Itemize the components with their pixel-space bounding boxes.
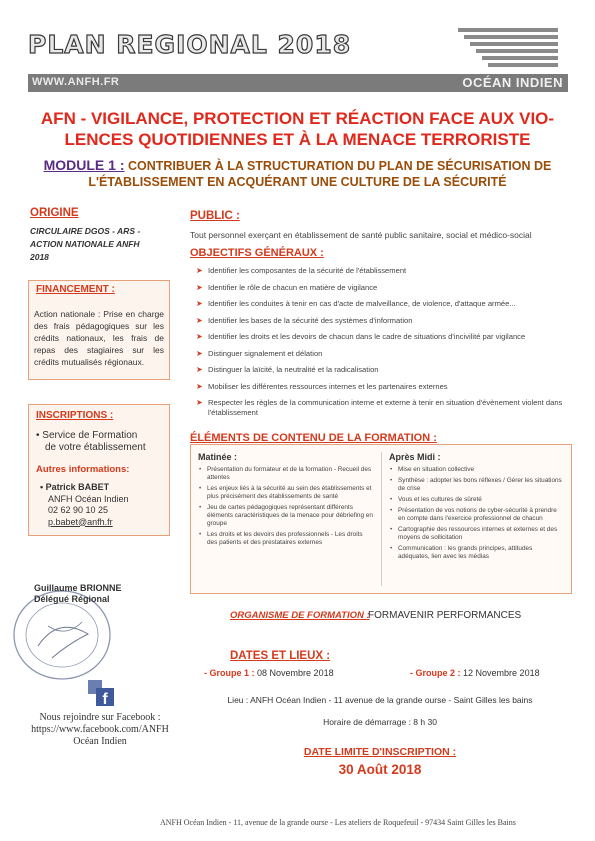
module-text-line-1: CONTRIBUER À LA STRUCTURATION DU PLAN DE SÉCURISATION DE xyxy=(127,159,552,173)
groupe-2 xyxy=(410,668,540,678)
content-divider xyxy=(381,452,382,586)
lieu-text: Lieu : ANFH Océan Indien - 11 avenue de la grande ourse - Saint Gilles les bains xyxy=(227,695,533,705)
module-text-line-2: L'ÉTABLISSEMENT EN ACQUÉRANT UNE CULTURE DE LA SÉCURITÉ xyxy=(88,175,507,189)
module-subtitle xyxy=(25,157,570,190)
inscription-heading: INSCRIPTIONS : xyxy=(36,410,114,421)
list-item: ➤ Identifier les conduites à tenir en cas d'acte de malveillance, de violence, d'attaque armée... xyxy=(196,299,516,308)
plan-title: PLAN REGIONAL 2018 xyxy=(28,30,352,59)
deadline-date: 30 Août 2018 xyxy=(338,762,422,777)
facebook-line-1: Nous rejoindre sur Facebook : xyxy=(39,712,161,723)
document-title xyxy=(25,108,570,150)
list-item: ➤ Respecter les règles de la communication interne et externe à tenir en situation d'évènement violent dans l'établissement xyxy=(196,398,563,417)
groupe-1 xyxy=(204,668,334,678)
groupe-1-date: 08 Novembre 2018 xyxy=(257,668,334,678)
public-heading: PUBLIC : xyxy=(190,210,240,222)
list-item: • Présentation du formateur et de la formation - Recueil des attentes xyxy=(198,466,373,482)
origin-text xyxy=(30,225,170,264)
objectives-list xyxy=(190,266,570,424)
list-item: ➤ Mobiliser les différentes ressources internes et les partenaires externes xyxy=(196,381,448,391)
list-item: ➤ Distinguer signalement et délation xyxy=(196,348,323,358)
contact-email[interactable]: p.babet@anfh.fr xyxy=(48,516,113,527)
groupe-2-label: - Groupe 2 : xyxy=(410,668,461,678)
inscription-text: • Service de Formation de votre établissement xyxy=(36,430,164,454)
public-text: Tout personnel exerçant en établissement de santé public sanitaire, social et médico-social xyxy=(190,230,532,240)
footer-address: ANFH Océan Indien - 11, avenue de la grande ourse - Les ateliers de Roquefeuil - 97434 Saint Gilles les Bains xyxy=(160,818,516,827)
horaire-text: Horaire de démarrage : 8 h 30 xyxy=(323,717,437,727)
module-label: MODULE 1 : xyxy=(43,157,125,173)
title-line-1: AFN - VIGILANCE, PROTECTION ET RÉACTION FACE AUX VIO- xyxy=(40,109,555,128)
list-item: • Communication : les grands principes, attitudes adéquates, lien avec les médias xyxy=(389,545,564,561)
list-item: • Les enjeux liés à la sécurité au sein des établissements et plus précisément des établissements de santé xyxy=(198,485,373,501)
financement-heading: FINANCEMENT : xyxy=(36,284,115,295)
matinee-heading: Matinée : xyxy=(198,452,238,462)
anfh-emblem-logo xyxy=(448,24,566,72)
list-item: • Présentation de vos notions de cyber-sécurité à prendre en compte dans l'exercice professionnel de chacun xyxy=(389,507,564,523)
matinee-list xyxy=(198,466,373,550)
origin-line-1: CIRCULAIRE DGOS - ARS - xyxy=(30,226,141,236)
contact-org: ANFH Océan Indien xyxy=(48,493,129,504)
list-item: • Cartographie des ressources internes et externes et des moyens de sollicitation xyxy=(389,526,564,542)
financement-text: Action nationale : Prise en charge des frais pédagogiques sur les crédits nationaux, les frais de repas des stagiaires sur les crédits mutualisés régionaux. xyxy=(34,309,164,367)
contact-name: Patrick BABET xyxy=(45,482,110,492)
organisme-heading: ORGANISME DE FORMATION : xyxy=(230,610,370,621)
groupe-1-label: - Groupe 1 : xyxy=(204,668,255,678)
apresmidi-list xyxy=(389,466,564,564)
origin-line-2: ACTION NATIONALE ANFH xyxy=(30,239,140,249)
list-item: • Jeu de cartes pédagogiques représentant différents éléments caractéristiques de la menace pour débriefing en groupe xyxy=(198,504,373,528)
facebook-line-3: Océan Indien xyxy=(73,736,127,747)
origin-line-3: 2018 xyxy=(30,252,49,262)
inscription-line-2: de votre établissement xyxy=(45,442,146,453)
region-label: OCÉAN INDIEN xyxy=(462,75,563,90)
list-item: ➤ Distinguer la laïcité, la neutralité et la radicalisation xyxy=(196,365,379,374)
origin-heading: ORIGINE xyxy=(30,207,79,219)
content-heading: ÉLÉMENTS DE CONTENU DE LA FORMATION : xyxy=(190,432,437,444)
svg-text:f: f xyxy=(102,691,108,706)
list-item: ➤ Identifier les composantes de la sécurité de l'établissement xyxy=(196,266,407,275)
apresmidi-heading: Après Midi : xyxy=(389,452,441,462)
objectives-heading: OBJECTIFS GÉNÉRAUX : xyxy=(190,247,324,259)
groupe-2-date: 12 Novembre 2018 xyxy=(463,668,540,678)
list-item: • Mise en situation collective xyxy=(389,466,564,474)
website-link[interactable]: WWW.ANFH.FR xyxy=(32,76,120,88)
title-line-2: LENCES QUOTIDIENNES ET À LA MENACE TERRORISTE xyxy=(64,130,531,149)
inscription-line-1: Service de Formation xyxy=(42,430,138,441)
list-item: ➤ Identifier les bases de la sécurité des systèmes d'information xyxy=(196,315,413,325)
facebook-icon[interactable] xyxy=(88,678,122,706)
signature-name: Guillaume BRIONNE xyxy=(34,583,122,593)
contact-block: • Patrick BABET ANFH Océan Indien 02 62 90 10 25 p.babet@anfh.fr xyxy=(40,482,166,528)
list-item: • Synthèse : adopter les bons réflexes / Gérer les situations de crise xyxy=(389,477,564,493)
contact-phone: 02 62 90 10 25 xyxy=(48,505,109,515)
organisme-name: FORMAVENIR PERFORMANCES xyxy=(368,610,522,621)
signature-role: Délégué Régional xyxy=(34,594,110,604)
facebook-text xyxy=(30,712,170,748)
deadline-heading: DATE LIMITE D'INSCRIPTION : xyxy=(303,746,457,758)
autres-informations-heading: Autres informations: xyxy=(36,464,130,475)
list-item: ➤ Identifier le rôle de chacun en matière de vigilance xyxy=(196,282,378,292)
list-item: • Les droits et les devoirs des professionnels - Les droits des patients et des prestataires externes xyxy=(198,531,373,547)
list-item: • Vous et les cultures de sûreté xyxy=(389,496,564,504)
facebook-link[interactable]: https://www.facebook.com/ANFH xyxy=(31,724,169,735)
dates-heading: DATES ET LIEUX : xyxy=(230,650,331,662)
list-item: ➤ Identifier les droits et les devoirs de chacun dans le cadre de situations d'incivilité par vigilance xyxy=(196,332,526,341)
